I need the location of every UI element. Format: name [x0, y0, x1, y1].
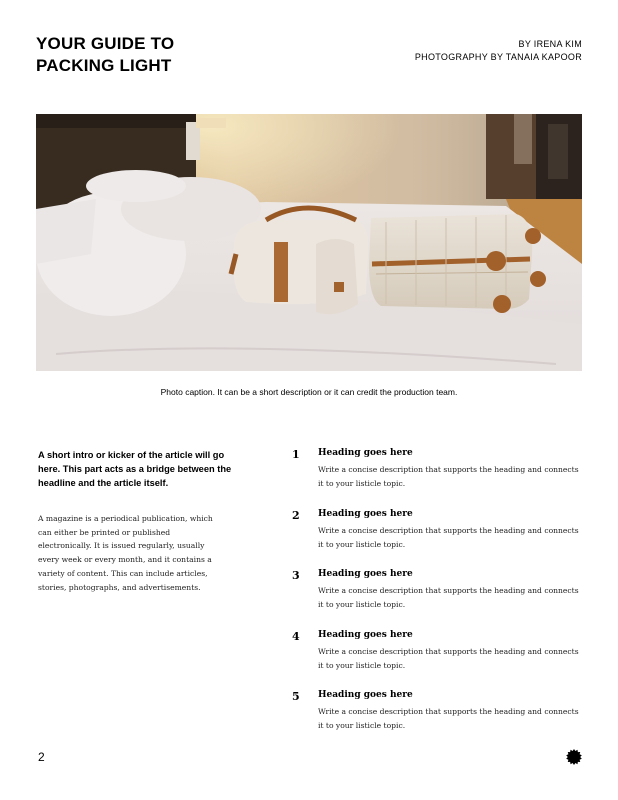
list-item-number: 5 [292, 690, 300, 703]
photo-caption: Photo caption. It can be a short description or it can credit the production team. [160, 387, 458, 397]
list-item-number: 4 [292, 630, 300, 643]
byline: BY IRENA KIM [518, 39, 582, 49]
title-line-1: YOUR GUIDE TO [36, 34, 175, 53]
list-item-number: 3 [292, 569, 300, 582]
starburst-icon [566, 749, 582, 765]
list-item-heading: Heading goes here [318, 448, 413, 458]
list-item-description: Write a concise description that supports the heading and connects it to your listicle topic. [318, 647, 579, 670]
intro-body: A magazine is a periodical publication, which can either be printed or published electronically. It is issued regularly, usually every week or every month, and it contains a variety of content. This can include articles, stories, photographs, and advertisements. [38, 514, 213, 592]
list-item-heading: Heading goes here [318, 509, 413, 519]
hotel-bed-luggage-image [36, 114, 582, 371]
list-item-heading: Heading goes here [318, 630, 413, 640]
list-item-description: Write a concise description that supports the heading and connects it to your listicle topic. [318, 465, 579, 488]
list-item-number: 1 [292, 448, 300, 461]
article-title [36, 33, 236, 77]
list-item-description: Write a concise description that supports the heading and connects it to your listicle topic. [318, 526, 579, 549]
list-item-heading: Heading goes here [318, 690, 413, 700]
credits [415, 38, 582, 64]
list-item-heading: Heading goes here [318, 569, 413, 579]
list-item-number: 2 [292, 509, 300, 522]
photo-credit: PHOTOGRAPHY BY TANAIA KAPOOR [414, 52, 582, 62]
page-number: 2 [38, 750, 45, 764]
title-line-2: PACKING LIGHT [36, 56, 172, 75]
list-item-description: Write a concise description that supports the heading and connects it to your listicle topic. [318, 586, 579, 609]
intro-kicker: A short intro or kicker of the article will go here. This part acts as a bridge between the headline and the article itself. [38, 450, 232, 488]
hero-photo [36, 114, 582, 371]
list-item-description: Write a concise description that supports the heading and connects it to your listicle topic. [318, 707, 579, 730]
